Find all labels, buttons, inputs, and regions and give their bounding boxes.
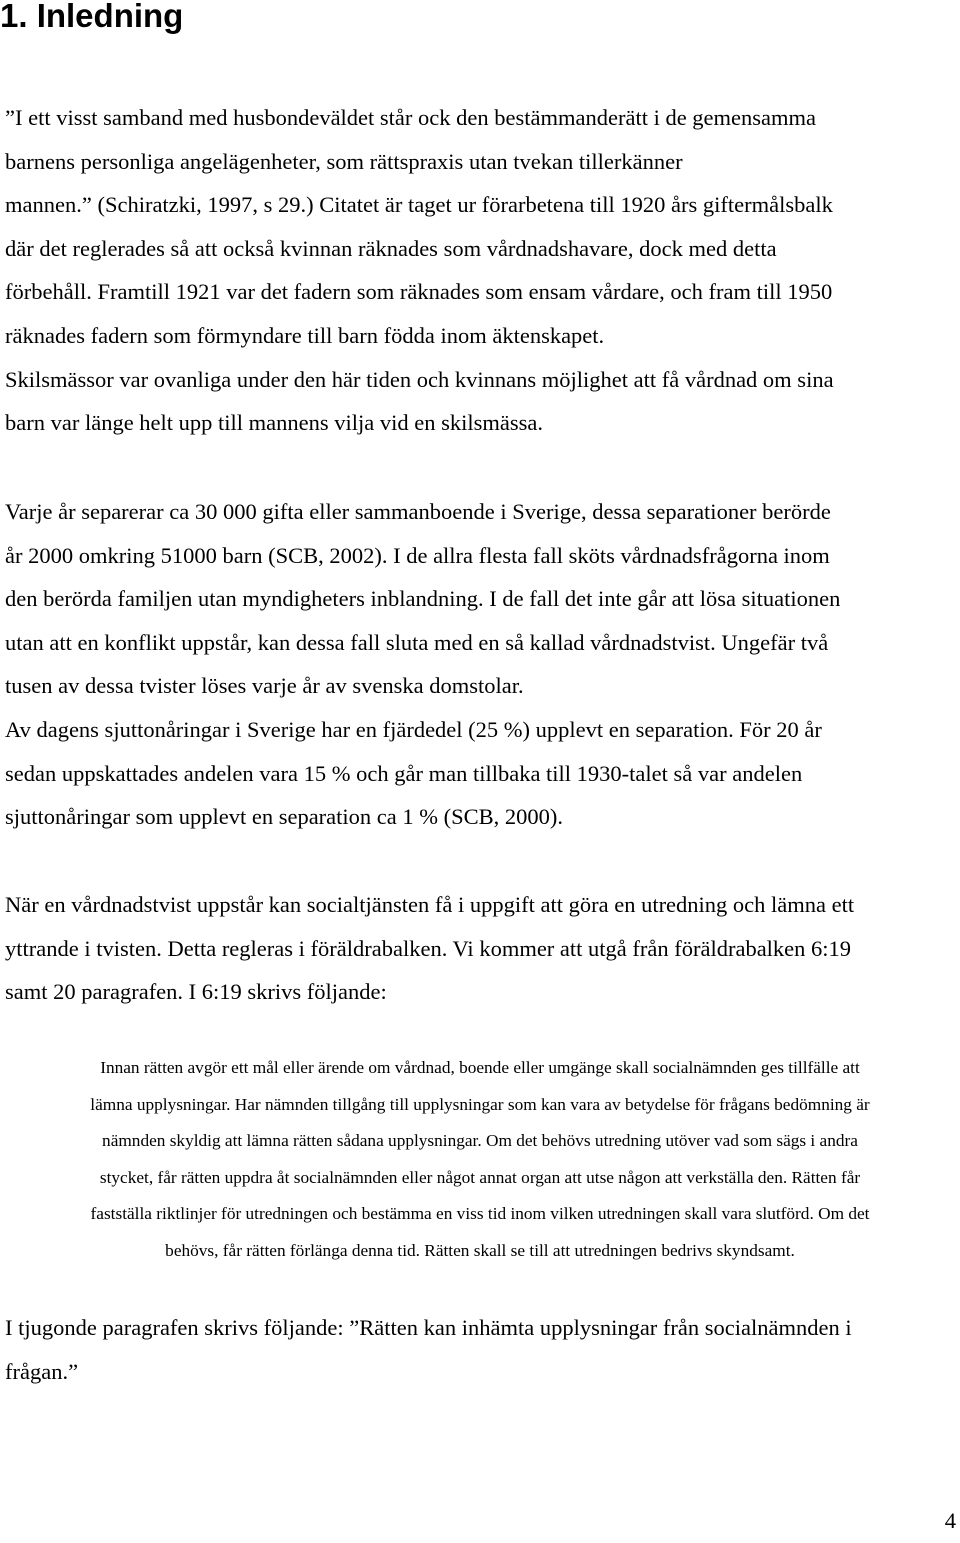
paragraph-history: [5, 96, 957, 445]
paragraph-closing: [5, 1306, 957, 1393]
text-line: Varje år separerar ca 30 000 gifta eller sammanboende i Sverige, dessa separationer berörde: [5, 499, 831, 524]
quote-line: Innan rätten avgör ett mål eller ärende om vårdnad, boende eller umgänge skall socialnämnden ges tillfälle att: [100, 1058, 860, 1077]
text-line: samt 20 paragrafen. I 6:19 skrivs följande:: [5, 979, 387, 1005]
text-line: räknades fadern som förmyndare till barn födda inom äktenskapet.: [5, 322, 605, 348]
text-line: sedan uppskattades andelen vara 15 % och går man tillbaka till 1930-talet så var andelen: [5, 760, 803, 786]
text-line: I tjugonde paragrafen skrivs följande: ”Rätten kan inhämta upplysningar från socialnämnden i: [5, 1315, 852, 1340]
text-line: ”I ett visst samband med husbondeväldet står ock den bestämmanderätt i de gemensamma: [5, 105, 817, 130]
text-line: Skilsmässor var ovanliga under den här tiden och kvinnans möjlighet att få vårdnad om sina: [5, 366, 834, 392]
paragraph-custody-dispute: [5, 883, 957, 1014]
text-line: barnens personliga angelägenheter, som rättspraxis utan tvekan tillerkänner: [5, 148, 683, 174]
text-line: Av dagens sjuttonåringar i Sverige har en fjärdedel (25 %) upplevt en separation. För 20 år: [5, 716, 822, 742]
quote-line: behövs, får rätten förlänga denna tid. Rätten skall se till att utredningen bedrivs skyndsamt.: [165, 1240, 795, 1260]
page-number: 4: [944, 1508, 956, 1533]
section-heading: 1. Inledning: [0, 0, 184, 34]
text-line: den berörda familjen utan myndigheters inblandning. I de fall det inte går att lösa situationen: [5, 586, 841, 612]
law-quote-block: [0, 1050, 960, 1270]
quote-line: nämnden skyldig att lämna rätten sådana upplysningar. Om det behövs utredning utöver vad som sägs i andra: [102, 1131, 858, 1151]
text-line: där det reglerades så att också kvinnan räknades som vårdnadshavare, dock med detta: [5, 235, 777, 261]
text-line: förbehåll. Framtill 1921 var det fadern som räknades som ensam vårdare, och fram till 1950: [5, 279, 833, 305]
quote-line: fastställa riktlinjer för utredningen och bestämma en viss tid inom vilken utredningen skall vara slutförd. Om det: [90, 1204, 870, 1224]
quote-line: stycket, får rätten uppdra åt socialnämnden eller något annat organ att utse någon att verkställa den. Rätten får: [99, 1167, 861, 1187]
quote-line: lämna upplysningar. Har nämnden tillgång till upplysningar som kan vara av betydelse för frågans bedömning är: [90, 1094, 870, 1114]
text-line: frågan.”: [5, 1358, 79, 1384]
text-line: mannen.” (Schiratzki, 1997, s 29.) Citatet är taget ur förarbetena till 1920 års giftermålsbalk: [5, 192, 833, 218]
paragraph-statistics: [5, 490, 957, 839]
text-line: barn var länge helt upp till mannens vilja vid en skilsmässa.: [5, 410, 544, 436]
text-line: utan att en konflikt uppstår, kan dessa fall sluta med en så kallad vårdnadstvist. Ungefär två: [5, 629, 829, 655]
text-line: tusen av dessa tvister löses varje år av svenska domstolar.: [5, 673, 524, 699]
text-line: När en vårdnadstvist uppstår kan socialtjänsten få i uppgift att göra en utredning och lämna ett: [5, 892, 855, 917]
text-line: år 2000 omkring 51000 barn (SCB, 2002). I de allra flesta fall sköts vårdnadsfrågorna inom: [5, 542, 830, 568]
text-line: yttrande i tvisten. Detta regleras i föräldrabalken. Vi kommer att utgå från föräldrabalken 6:19: [5, 935, 852, 961]
text-line: sjuttonåringar som upplevt en separation ca 1 % (SCB, 2000).: [5, 804, 564, 830]
